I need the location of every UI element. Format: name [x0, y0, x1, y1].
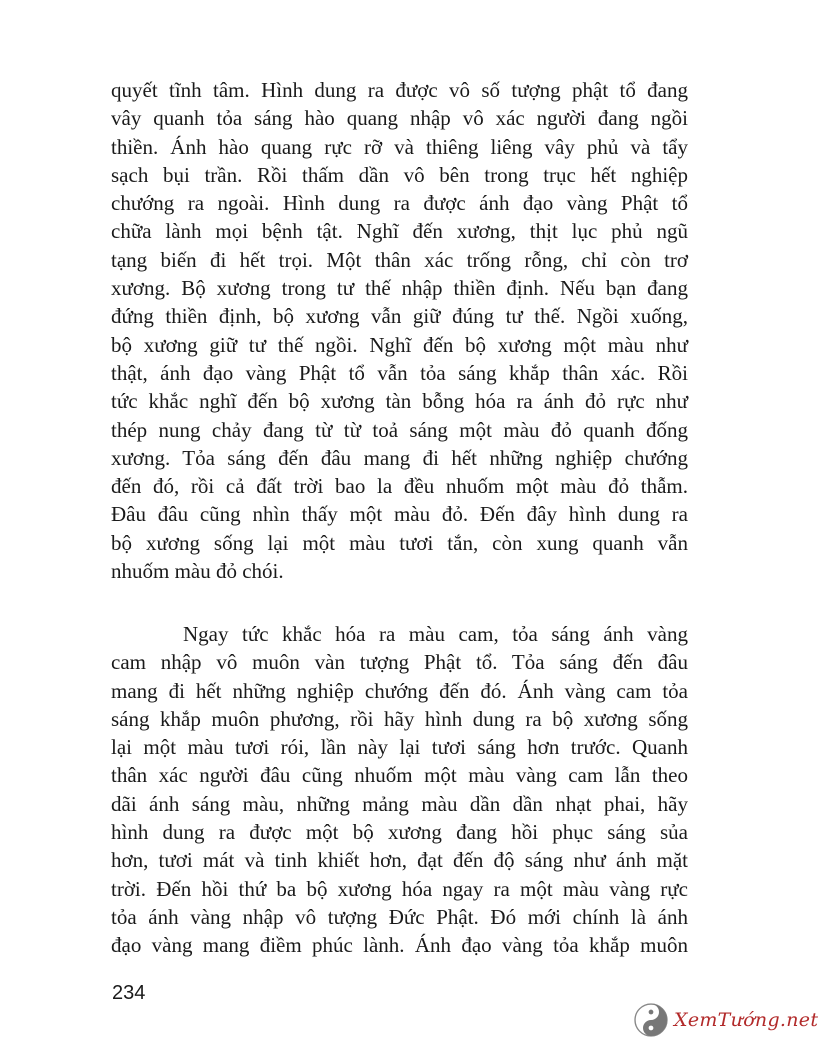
text-line: bộ xương giữ tư thế ngồi. Nghĩ đến bộ xương một màu như	[111, 332, 688, 357]
text-line: sáng khắp muôn phương, rồi hãy hình dung ra bộ xương sống	[111, 706, 688, 731]
text-line: thật, ánh đạo vàng Phật tổ vẫn tỏa sáng khắp thân xác. Rồi	[111, 360, 688, 385]
paragraph-1	[111, 76, 688, 585]
text-line: thiền. Ánh hào quang rực rỡ và thiêng liêng vây phủ và tẩy	[111, 134, 688, 159]
text-line: hình dung ra được một bộ xương đang hồi phục sáng sủa	[111, 820, 688, 845]
text-line: đứng thiền định, bộ xương vẫn giữ đúng tư thế. Ngồi xuống,	[111, 304, 688, 329]
paragraph-2	[111, 620, 688, 960]
watermark[interactable]	[634, 1000, 818, 1040]
text-line: đạo vàng mang điềm phúc lành. Ánh đạo vàng tỏa khắp muôn	[111, 933, 688, 958]
text-line: cam nhập vô muôn vàn tượng Phật tổ. Tỏa sáng đến đâu	[111, 650, 688, 675]
text-line: tỏa ánh vàng nhập vô tượng Đức Phật. Đó mới chính là ánh	[111, 904, 688, 929]
text-line: trời. Đến hồi thứ ba bộ xương hóa ngay ra một màu vàng rực	[111, 876, 688, 901]
text-line: quyết tĩnh tâm. Hình dung ra được vô số tượng phật tổ đang	[111, 78, 688, 102]
text-line: thân xác người đâu cũng nhuốm một màu vàng cam lẫn theo	[111, 763, 688, 788]
text-line: chướng ra ngoài. Hình dung ra được ánh đạo vàng Phật tổ	[111, 191, 688, 216]
text-line: xương. Tỏa sáng đến đâu mang đi hết những nghiệp chướng	[111, 445, 688, 470]
text-line: vây quanh tỏa sáng hào quang nhập vô xác người đang ngồi	[111, 106, 688, 131]
text-line: hơn, tươi mát và tinh khiết hơn, đạt đến độ sáng như ánh mặt	[111, 848, 688, 873]
text-line: xương. Bộ xương trong tư thế nhập thiền định. Nếu bạn đang	[111, 276, 688, 301]
page-number: 234	[112, 982, 146, 1004]
text-line: chữa lành mọi bệnh tật. Nghĩ đến xương, thịt lục phủ ngũ	[111, 219, 688, 244]
text-line: thép nung chảy đang từ từ toả sáng một màu đỏ quanh đống	[111, 417, 688, 442]
text-line: Ngay tức khắc hóa ra màu cam, tỏa sáng ánh vàng	[183, 622, 688, 646]
yin-yang-icon	[634, 1003, 668, 1037]
text-line: đến đó, rồi cả đất trời bao la đều nhuốm một màu đỏ thẫm.	[111, 474, 688, 499]
text-line: bộ xương sống lại một màu tươi tắn, còn xung quanh vẫn	[111, 530, 688, 555]
text-line: lại một màu tươi rói, lần này lại tươi sáng hơn trước. Quanh	[111, 735, 688, 760]
text-line: dãi ánh sáng màu, những mảng màu dần dần nhạt phai, hãy	[111, 791, 688, 816]
text-line: mang đi hết những nghiệp chướng đến đó. Ánh vàng cam tỏa	[111, 678, 688, 703]
watermark-text: XemTướng.net	[674, 1009, 818, 1031]
text-line: nhuốm màu đỏ chói.	[111, 559, 284, 584]
text-line: sạch bụi trần. Rồi thấm dần vô bên trong trục hết nghiệp	[111, 162, 688, 187]
text-line: tức khắc nghĩ đến bộ xương tàn bỗng hóa ra ánh đỏ rực như	[111, 389, 688, 414]
text-line: Đâu đâu cũng nhìn thấy một màu đỏ. Đến đây hình dung ra	[111, 502, 688, 527]
text-line: tạng biến đi hết trọi. Một thân xác trống rỗng, chỉ còn trơ	[111, 247, 688, 272]
